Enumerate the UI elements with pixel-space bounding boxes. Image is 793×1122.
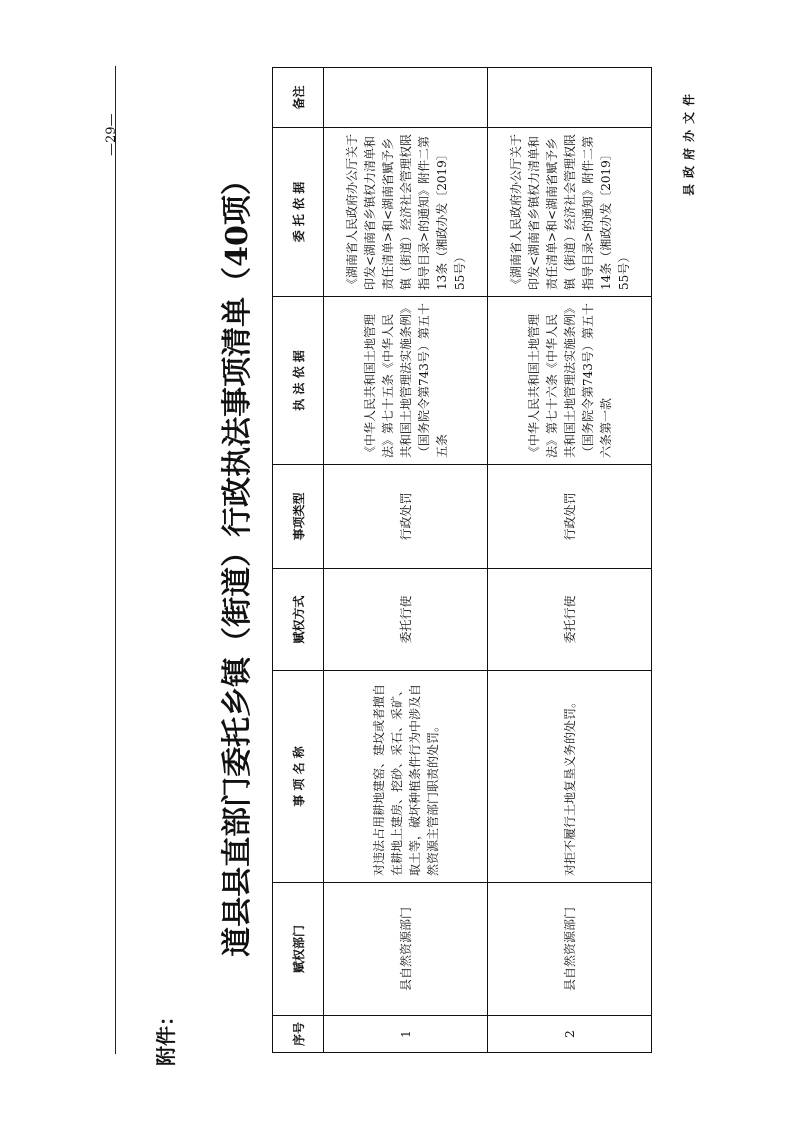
cell-law: 《中华人民共和国土地管理法》第七十六条《中华人民共和国土地管理法实施条例》（国务院令第743号）第五十六条第一款 — [488, 297, 652, 465]
cell-mode: 委托行使 — [324, 569, 488, 671]
table-row — [324, 68, 488, 1053]
items-table — [272, 67, 652, 1053]
cell-name: 对拒不履行土地复垦义务的处罚。 — [488, 671, 652, 883]
cell-type: 行政处罚 — [488, 465, 652, 569]
cell-note — [324, 68, 488, 128]
cell-no: 1 — [324, 1016, 488, 1053]
cell-name: 对违法占用耕地建窑、建坟或者擅自在耕地上建房、挖砂、采石、采矿、取土等，破坏种植条件行为中涉及自然资源主管部门职责的处罚。 — [324, 671, 488, 883]
document-title: 道县县直部门委托乡镇（街道）行政执法事项清单（40项） — [220, 165, 255, 957]
cell-note — [488, 68, 652, 128]
col-header-mode: 赋权方式 — [273, 569, 324, 671]
cell-basis: 《湖南省人民政府办公厅关于印发<湖南省乡镇权力清单和责任清单>和<湖南省赋予乡镇（街道）经济社会管理权限指导目录>的通知》附件二第13条（湘政办发〔2019〕55号） — [324, 128, 488, 297]
cell-basis: 《湖南省人民政府办公厅关于印发<湖南省乡镇权力清单和责任清单>和<湖南省赋予乡镇（街道）经济社会管理权限指导目录>的通知》附件二第14条（湘政办发〔2019〕55号） — [488, 128, 652, 297]
col-header-type: 事项类型 — [273, 465, 324, 569]
attachment-label: 附件： — [154, 1006, 178, 1066]
page-number: —29— — [104, 113, 119, 156]
cell-no: 2 — [488, 1016, 652, 1053]
col-header-dept: 赋权部门 — [273, 883, 324, 1016]
cell-mode: 委托行使 — [488, 569, 652, 671]
col-header-law: 执 法 依 据 — [273, 297, 324, 465]
col-header-note: 备注 — [273, 68, 324, 128]
cell-dept: 县自然资源部门 — [488, 883, 652, 1016]
col-header-no: 序号 — [273, 1016, 324, 1053]
cell-dept: 县自然资源部门 — [324, 883, 488, 1016]
col-header-name: 事 项 名 称 — [273, 671, 324, 883]
table-header-row — [273, 68, 324, 1053]
header-office-text: 县政府办文件 — [682, 87, 696, 196]
table-row — [488, 68, 652, 1053]
cell-law: 《中华人民共和国土地管理法》第七十五条《中华人民共和国土地管理法实施条例》（国务院令第743号）第五十五条 — [324, 297, 488, 465]
cell-type: 行政处罚 — [324, 465, 488, 569]
col-header-basis: 委 托 依 据 — [273, 128, 324, 297]
